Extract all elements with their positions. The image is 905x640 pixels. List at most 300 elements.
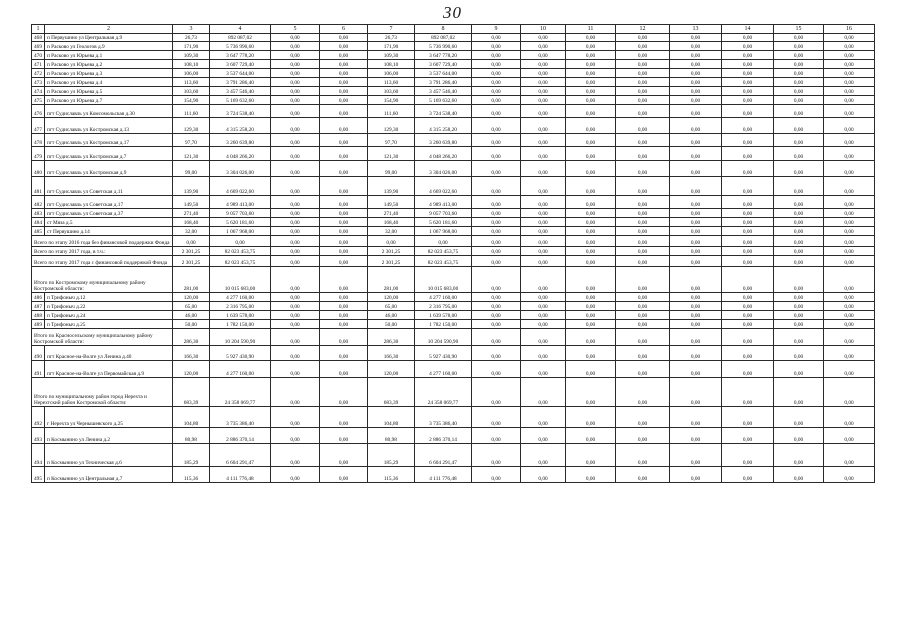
header-cell: 1 xyxy=(32,25,45,34)
value-cell: 0,00 xyxy=(616,311,670,320)
value-cell: 65,00 xyxy=(173,302,210,311)
value-cell: 0,00 xyxy=(566,407,616,428)
value-cell: 0,00 xyxy=(472,51,521,60)
value-cell: 3 537 644,00 xyxy=(415,69,472,78)
value-cell: 0,00 xyxy=(774,161,824,177)
value-cell: 0,00 xyxy=(722,96,774,105)
value-cell: 0,00 xyxy=(824,161,875,177)
value-cell: 0,00 xyxy=(670,161,722,177)
value-cell: 10 204 590,90 xyxy=(210,329,271,346)
value-cell: 154,90 xyxy=(173,96,210,105)
value-cell: 0,00 xyxy=(271,302,320,311)
value-cell: 5 620 181,60 xyxy=(210,218,271,227)
value-cell: 104,80 xyxy=(368,407,415,428)
value-cell: 0,00 xyxy=(774,378,824,407)
value-cell: 26,73 xyxy=(173,34,210,42)
row-number: 488 xyxy=(32,311,45,320)
row-number: 482 xyxy=(32,196,45,209)
value-cell: 0,00 xyxy=(472,96,521,105)
value-cell: 0,00 xyxy=(566,444,616,467)
value-cell: 0,00 xyxy=(824,177,875,196)
value-cell: 0,00 xyxy=(566,378,616,407)
value-cell: 2 316 795,00 xyxy=(415,302,472,311)
value-cell: 0,00 xyxy=(670,96,722,105)
value-cell: 0,00 xyxy=(824,407,875,428)
value-cell: 0,00 xyxy=(616,247,670,256)
value-cell: 4 111 776,48 xyxy=(210,467,271,483)
value-cell: 99,00 xyxy=(173,161,210,177)
subtotal-row xyxy=(32,329,875,346)
row-number: 475 xyxy=(32,96,45,105)
value-cell: 168,40 xyxy=(173,218,210,227)
value-cell: 32,00 xyxy=(173,227,210,236)
header-cell: 13 xyxy=(670,25,722,34)
value-cell: 0,00 xyxy=(566,118,616,134)
value-cell: 0,00 xyxy=(670,311,722,320)
value-cell: 4 315 258,20 xyxy=(210,118,271,134)
address-cell: пгт Судиславль ул Комсомольская д.30 xyxy=(45,105,173,118)
value-cell: 0,00 xyxy=(271,87,320,96)
value-cell: 281,00 xyxy=(368,267,415,293)
value-cell: 0,00 xyxy=(774,247,824,256)
subtotal-label: Всего по этапу 2017 года с финансовой поддержкой Фонда xyxy=(32,256,173,267)
value-cell: 0,00 xyxy=(521,302,566,311)
value-cell: 166,30 xyxy=(173,346,210,361)
subtotal-row xyxy=(32,236,875,247)
value-cell: 106,00 xyxy=(173,69,210,78)
value-cell: 0,00 xyxy=(472,329,521,346)
value-cell: 0,00 xyxy=(472,428,521,444)
value-cell: 0,00 xyxy=(566,267,616,293)
value-cell: 0,00 xyxy=(616,293,670,302)
value-cell: 0,00 xyxy=(521,96,566,105)
value-cell: 4 277 160,00 xyxy=(210,293,271,302)
value-cell: 0,00 xyxy=(774,267,824,293)
value-cell: 0,00 xyxy=(722,34,774,42)
address-cell: п Трифоныч д.22 xyxy=(45,302,173,311)
value-cell: 0,00 xyxy=(722,256,774,267)
value-cell: 0,00 xyxy=(774,302,824,311)
value-cell: 3 724 538,40 xyxy=(415,105,472,118)
value-cell: 0,00 xyxy=(566,42,616,51)
table-row xyxy=(32,69,875,78)
value-cell: 0,00 xyxy=(774,96,824,105)
value-cell: 0,00 xyxy=(774,311,824,320)
value-cell: 0,00 xyxy=(521,407,566,428)
value-cell: 5 620 181,60 xyxy=(415,218,472,227)
value-cell: 0,00 xyxy=(824,96,875,105)
row-number: 489 xyxy=(32,320,45,329)
header-cell: 14 xyxy=(722,25,774,34)
value-cell: 0,00 xyxy=(566,34,616,42)
value-cell: 0,00 xyxy=(722,407,774,428)
value-cell: 0,00 xyxy=(616,236,670,247)
value-cell: 0,00 xyxy=(616,218,670,227)
value-cell: 0,00 xyxy=(824,256,875,267)
value-cell: 0,00 xyxy=(616,105,670,118)
row-number: 487 xyxy=(32,302,45,311)
value-cell: 0,00 xyxy=(271,428,320,444)
value-cell: 5 736 990,60 xyxy=(415,42,472,51)
value-cell: 271,40 xyxy=(368,209,415,218)
row-number: 484 xyxy=(32,218,45,227)
value-cell: 111,60 xyxy=(173,105,210,118)
value-cell: 111,60 xyxy=(368,105,415,118)
value-cell: 80,98 xyxy=(173,428,210,444)
value-cell: 0,00 xyxy=(320,42,368,51)
value-cell: 0,00 xyxy=(566,134,616,147)
value-cell: 0,00 xyxy=(616,227,670,236)
header-cell: 9 xyxy=(472,25,521,34)
table-row xyxy=(32,60,875,69)
value-cell: 104,80 xyxy=(173,407,210,428)
address-cell: пгт Судиславль ул Костромская д.13 xyxy=(45,118,173,134)
value-cell: 97,70 xyxy=(368,134,415,147)
table-row xyxy=(32,444,875,467)
value-cell: 50,00 xyxy=(173,320,210,329)
value-cell: 0,00 xyxy=(824,69,875,78)
value-cell: 2 301,25 xyxy=(368,256,415,267)
value-cell: 65,00 xyxy=(368,302,415,311)
value-cell: 0,00 xyxy=(320,51,368,60)
table-row xyxy=(32,311,875,320)
value-cell: 185,29 xyxy=(173,444,210,467)
value-cell: 0,00 xyxy=(320,467,368,483)
row-number: 468 xyxy=(32,34,45,42)
value-cell: 0,00 xyxy=(566,311,616,320)
value-cell: 0,00 xyxy=(824,428,875,444)
value-cell: 0,00 xyxy=(472,236,521,247)
value-cell: 139,90 xyxy=(368,177,415,196)
value-cell: 0,00 xyxy=(521,196,566,209)
table-row xyxy=(32,118,875,134)
value-cell: 0,00 xyxy=(472,177,521,196)
value-cell: 0,00 xyxy=(271,60,320,69)
address-cell: п Расково ул Юрьева д.5 xyxy=(45,87,173,96)
value-cell: 0,00 xyxy=(722,247,774,256)
value-cell: 108,10 xyxy=(368,60,415,69)
value-cell: 0,00 xyxy=(774,78,824,87)
value-cell: 0,00 xyxy=(774,51,824,60)
value-cell: 0,00 xyxy=(722,78,774,87)
table-row xyxy=(32,177,875,196)
value-cell: 0,00 xyxy=(722,60,774,69)
value-cell: 0,00 xyxy=(774,87,824,96)
value-cell: 0,00 xyxy=(616,177,670,196)
value-cell: 0,00 xyxy=(722,161,774,177)
value-cell: 0,00 xyxy=(616,346,670,361)
value-cell: 32,00 xyxy=(368,227,415,236)
value-cell: 0,00 xyxy=(774,105,824,118)
row-number: 494 xyxy=(32,444,45,467)
row-number: 495 xyxy=(32,467,45,483)
value-cell: 4 048 266,20 xyxy=(415,147,472,161)
value-cell: 0,00 xyxy=(670,134,722,147)
value-cell: 120,00 xyxy=(173,361,210,378)
value-cell: 0,00 xyxy=(566,87,616,96)
value-cell: 0,00 xyxy=(824,227,875,236)
value-cell: 0,00 xyxy=(271,467,320,483)
value-cell: 121,30 xyxy=(173,147,210,161)
value-cell: 0,00 xyxy=(472,105,521,118)
value-cell: 0,00 xyxy=(670,60,722,69)
value-cell: 0,00 xyxy=(824,78,875,87)
header-cell: 12 xyxy=(616,25,670,34)
value-cell: 0,00 xyxy=(521,177,566,196)
value-cell: 2 886 370,14 xyxy=(210,428,271,444)
value-cell: 0,00 xyxy=(722,42,774,51)
value-cell: 0,00 xyxy=(521,467,566,483)
value-cell: 0,00 xyxy=(472,378,521,407)
value-cell: 0,00 xyxy=(774,177,824,196)
value-cell: 0,00 xyxy=(722,428,774,444)
value-cell: 0,00 xyxy=(521,134,566,147)
value-cell: 0,00 xyxy=(722,227,774,236)
value-cell: 0,00 xyxy=(824,346,875,361)
value-cell: 0,00 xyxy=(774,236,824,247)
value-cell: 0,00 xyxy=(616,196,670,209)
row-number: 485 xyxy=(32,227,45,236)
value-cell: 0,00 xyxy=(722,293,774,302)
table-row xyxy=(32,467,875,483)
value-cell: 0,00 xyxy=(472,247,521,256)
value-cell: 0,00 xyxy=(670,78,722,87)
value-cell: 0,00 xyxy=(722,236,774,247)
value-cell: 0,00 xyxy=(566,361,616,378)
value-cell: 149,50 xyxy=(368,196,415,209)
value-cell: 0,00 xyxy=(616,134,670,147)
value-cell: 0,00 xyxy=(271,256,320,267)
value-cell: 103,60 xyxy=(173,87,210,96)
value-cell: 0,00 xyxy=(521,227,566,236)
header-cell: 8 xyxy=(415,25,472,34)
value-cell: 0,00 xyxy=(722,320,774,329)
header-cell: 2 xyxy=(45,25,173,34)
value-cell: 168,40 xyxy=(368,218,415,227)
value-cell: 0,00 xyxy=(670,42,722,51)
address-cell: п Космынино ул Центральная д.7 xyxy=(45,467,173,483)
value-cell: 2 301,25 xyxy=(173,247,210,256)
row-number: 486 xyxy=(32,293,45,302)
value-cell: 0,00 xyxy=(271,78,320,87)
value-cell: 0,00 xyxy=(320,34,368,42)
value-cell: 5 927 430,90 xyxy=(210,346,271,361)
value-cell: 0,00 xyxy=(670,236,722,247)
value-cell: 0,00 xyxy=(472,87,521,96)
value-cell: 0,00 xyxy=(670,87,722,96)
address-cell: п Космынино ул Техническая д.6 xyxy=(45,444,173,467)
value-cell: 115,36 xyxy=(173,467,210,483)
value-cell: 0,00 xyxy=(774,147,824,161)
value-cell: 0,00 xyxy=(472,444,521,467)
value-cell: 0,00 xyxy=(824,118,875,134)
value-cell: 0,00 xyxy=(271,311,320,320)
value-cell: 0,00 xyxy=(320,293,368,302)
value-cell: 0,00 xyxy=(320,196,368,209)
value-cell: 2 316 795,00 xyxy=(210,302,271,311)
address-cell: ст Мяза д.5 xyxy=(45,218,173,227)
value-cell: 26,73 xyxy=(368,34,415,42)
value-cell: 0,00 xyxy=(566,69,616,78)
value-cell: 0,00 xyxy=(824,147,875,161)
value-cell: 4 048 266,20 xyxy=(210,147,271,161)
value-cell: 0,00 xyxy=(320,407,368,428)
table-row xyxy=(32,320,875,329)
row-number: 473 xyxy=(32,78,45,87)
value-cell: 0,00 xyxy=(271,378,320,407)
value-cell: 0,00 xyxy=(271,196,320,209)
value-cell: 0,00 xyxy=(271,444,320,467)
header-cell: 15 xyxy=(774,25,824,34)
address-cell: п Трифоныч д.25 xyxy=(45,320,173,329)
value-cell: 0,00 xyxy=(670,267,722,293)
value-cell: 109,30 xyxy=(368,51,415,60)
table-row xyxy=(32,218,875,227)
value-cell: 0,00 xyxy=(271,346,320,361)
value-cell: 0,00 xyxy=(271,267,320,293)
address-cell: п Космынино ул Ленина д.2 xyxy=(45,428,173,444)
value-cell: 0,00 xyxy=(472,227,521,236)
value-cell: 121,30 xyxy=(368,147,415,161)
value-cell: 0,00 xyxy=(774,320,824,329)
value-cell: 0,00 xyxy=(616,361,670,378)
value-cell: 0,00 xyxy=(774,256,824,267)
value-cell: 0,00 xyxy=(320,105,368,118)
value-cell: 0,00 xyxy=(824,247,875,256)
value-cell: 0,00 xyxy=(722,69,774,78)
value-cell: 0,00 xyxy=(566,467,616,483)
value-cell: 0,00 xyxy=(566,293,616,302)
value-cell: 0,00 xyxy=(566,105,616,118)
value-cell: 0,00 xyxy=(670,378,722,407)
value-cell: 0,00 xyxy=(616,320,670,329)
address-cell: п Трифоныч д.24 xyxy=(45,311,173,320)
value-cell: 0,00 xyxy=(271,218,320,227)
subtotal-label: Итого по Костромскому муниципальному району Костромской области: xyxy=(32,267,173,293)
value-cell: 0,00 xyxy=(472,69,521,78)
value-cell: 0,00 xyxy=(616,78,670,87)
subtotal-row xyxy=(32,256,875,267)
value-cell: 0,00 xyxy=(566,227,616,236)
value-cell: 0,00 xyxy=(774,60,824,69)
subtotal-row xyxy=(32,267,875,293)
value-cell: 1 067 968,00 xyxy=(415,227,472,236)
value-cell: 5 736 990,60 xyxy=(210,42,271,51)
value-cell: 50,00 xyxy=(368,320,415,329)
value-cell: 0,00 xyxy=(566,236,616,247)
table-row xyxy=(32,51,875,60)
value-cell: 0,00 xyxy=(472,467,521,483)
row-number: 478 xyxy=(32,134,45,147)
value-cell: 154,90 xyxy=(368,96,415,105)
value-cell: 0,00 xyxy=(824,236,875,247)
address-cell: п Расково ул Геологов д.9 xyxy=(45,42,173,51)
value-cell: 271,40 xyxy=(173,209,210,218)
table-row xyxy=(32,361,875,378)
value-cell: 0,00 xyxy=(320,87,368,96)
value-cell: 0,00 xyxy=(521,60,566,69)
value-cell: 0,00 xyxy=(320,236,368,247)
value-cell: 0,00 xyxy=(616,267,670,293)
value-cell: 0,00 xyxy=(616,444,670,467)
row-number: 470 xyxy=(32,51,45,60)
value-cell: 4 277 160,00 xyxy=(415,293,472,302)
table-row xyxy=(32,134,875,147)
value-cell: 0,00 xyxy=(824,329,875,346)
value-cell: 286,30 xyxy=(173,329,210,346)
value-cell: 0,00 xyxy=(271,118,320,134)
value-cell: 0,00 xyxy=(722,267,774,293)
value-cell: 6 604 291,47 xyxy=(210,444,271,467)
value-cell: 0,00 xyxy=(472,361,521,378)
table-row xyxy=(32,42,875,51)
value-cell: 0,00 xyxy=(566,96,616,105)
header-cell: 10 xyxy=(521,25,566,34)
value-cell: 0,00 xyxy=(670,407,722,428)
value-cell: 0,00 xyxy=(824,105,875,118)
table-row xyxy=(32,302,875,311)
value-cell: 0,00 xyxy=(774,42,824,51)
value-cell: 4 669 022,60 xyxy=(210,177,271,196)
value-cell: 0,00 xyxy=(566,196,616,209)
value-cell: 0,00 xyxy=(320,161,368,177)
value-cell: 0,00 xyxy=(722,467,774,483)
value-cell: 3 791 286,40 xyxy=(415,78,472,87)
value-cell: 0,00 xyxy=(616,256,670,267)
value-cell: 0,00 xyxy=(320,311,368,320)
value-cell: 0,00 xyxy=(271,329,320,346)
header-cell: 3 xyxy=(173,25,210,34)
table-row xyxy=(32,346,875,361)
value-cell: 0,00 xyxy=(521,320,566,329)
table-row xyxy=(32,407,875,428)
value-cell: 0,00 xyxy=(320,361,368,378)
value-cell: 286,30 xyxy=(368,329,415,346)
value-cell: 24 358 069,77 xyxy=(210,378,271,407)
value-cell: 0,00 xyxy=(320,134,368,147)
value-cell: 0,00 xyxy=(271,407,320,428)
value-cell: 0,00 xyxy=(472,42,521,51)
row-number: 472 xyxy=(32,69,45,78)
value-cell: 0,00 xyxy=(670,302,722,311)
value-cell: 0,00 xyxy=(774,407,824,428)
row-number: 471 xyxy=(32,60,45,69)
value-cell: 0,00 xyxy=(670,256,722,267)
value-cell: 0,00 xyxy=(173,236,210,247)
value-cell: 0,00 xyxy=(271,236,320,247)
value-cell: 0,00 xyxy=(566,209,616,218)
value-cell: 0,00 xyxy=(521,105,566,118)
value-cell: 0,00 xyxy=(320,118,368,134)
value-cell: 3 537 644,00 xyxy=(210,69,271,78)
value-cell: 0,00 xyxy=(271,320,320,329)
value-cell: 0,00 xyxy=(320,78,368,87)
value-cell: 0,00 xyxy=(271,227,320,236)
value-cell: 0,00 xyxy=(472,218,521,227)
value-cell: 0,00 xyxy=(824,361,875,378)
address-cell: пгт Судиславль ул Костромская д.7 xyxy=(45,147,173,161)
value-cell: 171,90 xyxy=(173,42,210,51)
value-cell: 0,00 xyxy=(271,105,320,118)
value-cell: 46,00 xyxy=(173,311,210,320)
value-cell: 0,00 xyxy=(566,428,616,444)
value-cell: 3 457 546,40 xyxy=(210,87,271,96)
value-cell: 0,00 xyxy=(616,96,670,105)
value-cell: 892 087,02 xyxy=(210,34,271,42)
value-cell: 0,00 xyxy=(824,267,875,293)
value-cell: 0,00 xyxy=(774,196,824,209)
value-cell: 0,00 xyxy=(774,444,824,467)
